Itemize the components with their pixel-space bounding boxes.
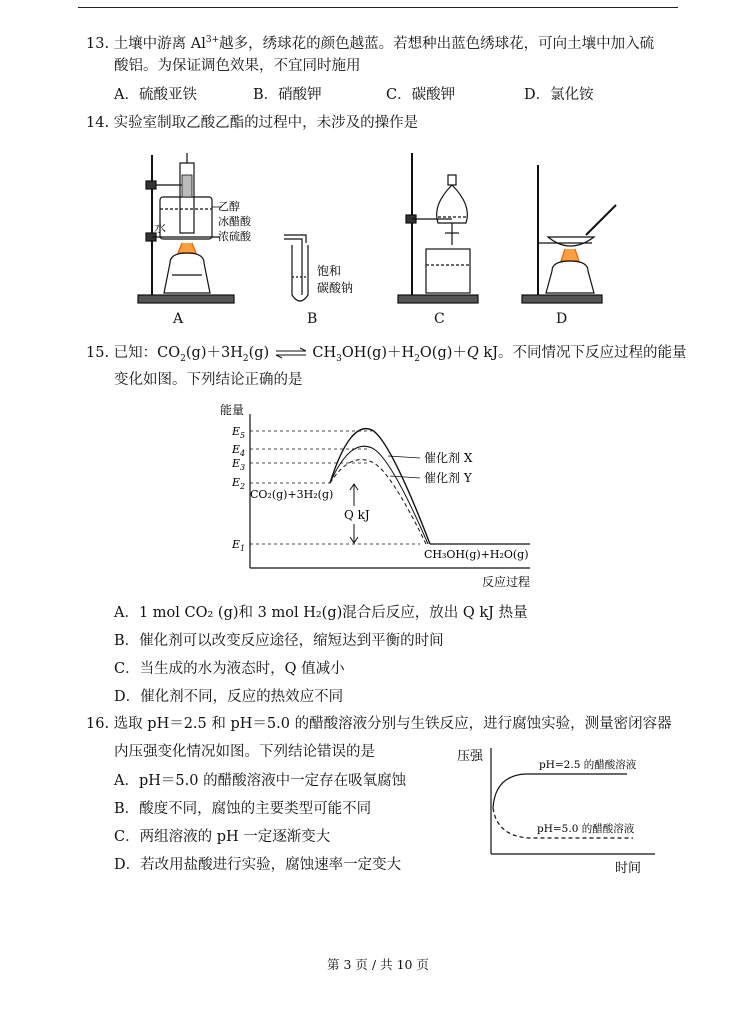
q14-line1: 14. 实验室制取乙酸乙酯的过程中，未涉及的操作是 (86, 115, 419, 131)
q14-apparatus-figure (120, 145, 640, 335)
q16-line2: 内压强变化情况如图。下列结论错误的是 (114, 744, 375, 760)
q13-options (114, 85, 674, 105)
energy-xlabel: 反应过程 (482, 575, 531, 589)
apparatus-b (284, 235, 308, 301)
q16-option-c[interactable]: C．两组溶液的 pH 一定逐渐变大 (114, 829, 331, 845)
tick-e5: $E_5$ (232, 425, 246, 440)
label-catalyst-y: 催化剂 Y (424, 471, 472, 485)
curve-no-catalyst (330, 429, 430, 544)
label-water: 水 (154, 221, 167, 235)
legend-ph-5-0: pH=5.0 的醋酸溶液 (537, 823, 635, 835)
caption-c: C (434, 311, 445, 327)
q13-line2: 酸铝。为保证调色效果，不宜同时施用 (114, 58, 361, 74)
label-catalyst-x: 催化剂 X (424, 451, 473, 465)
pressure-chart (455, 742, 665, 878)
apparatus-a (138, 153, 234, 303)
caption-d: D (556, 311, 568, 327)
apparatus-d (522, 165, 616, 303)
q15-option-b[interactable]: B．催化剂可以改变反应途径，缩短达到平衡的时间 (114, 633, 444, 649)
leader-catalyst-y (390, 476, 420, 478)
label-q: Q kJ (344, 508, 370, 522)
q13-line1: 13. 土壤中游离 $Al^{3+}$越多，绣球花的颜色越蓝。若想种出蓝色绣球花，可向土壤中加入硫 (86, 35, 655, 52)
label-products: CH₃OH(g)+H₂O(g) (424, 548, 529, 561)
q16-option-a[interactable]: A．pH＝5.0 的醋酸溶液中一定存在吸氧腐蚀 (114, 773, 407, 789)
energy-ylabel: 能量 (220, 403, 245, 417)
caption-b: B (307, 311, 318, 327)
q15-option-c[interactable]: C．当生成的水为液态时，Q 值减小 (114, 661, 345, 677)
q16-line1: 16. 选取 pH＝2.5 和 pH＝5.0 的醋酸溶液分别与生铁反应，进行腐蚀实验，测量密闭容器 (86, 716, 672, 732)
equilibrium-arrow-icon (274, 347, 308, 359)
tick-e1: $E_1$ (232, 538, 246, 553)
label-saturated-2: 碳酸钠 (317, 281, 354, 295)
pressure-ylabel: 压强 (457, 749, 484, 764)
label-acetic: 冰醋酸 (218, 215, 251, 228)
q16-option-d[interactable]: D．若改用盐酸进行实验，腐蚀速率一定变大 (114, 857, 402, 873)
tick-e4: $E_4$ (232, 443, 246, 458)
legend-ph-2-5: pH=2.5 的醋酸溶液 (539, 759, 637, 771)
curve-catalyst-x (330, 446, 428, 544)
label-reactants: CO₂(g)+3H₂(g) (250, 488, 334, 501)
q16-option-b[interactable]: B．酸度不同，腐蚀的主要类型可能不同 (114, 801, 372, 817)
energy-diagram (220, 400, 540, 592)
curve-catalyst-y (330, 460, 426, 544)
q13-option-a[interactable]: A．硫酸亚铁 (114, 87, 197, 103)
top-rule (78, 7, 678, 8)
q13-option-b[interactable]: B．硝酸钾 (253, 87, 322, 103)
caption-a: A (173, 311, 184, 327)
q13-number: 13. (86, 35, 110, 52)
apparatus-c (398, 153, 478, 303)
q15-option-a[interactable]: A．1 mol CO₂ (g)和 3 mol H₂(g)混合后反应，放出 Q kJ 热量 (114, 605, 528, 621)
page-footer: 第 3 页 / 共 10 页 (327, 957, 429, 972)
q15-option-d[interactable]: D．催化剂不同，反应的热效应不同 (114, 689, 344, 705)
tick-e3: $E_3$ (232, 457, 246, 472)
label-saturated-1: 饱和 (317, 264, 342, 278)
label-ethanol: 乙醇 (218, 200, 240, 213)
q15-line1: 15. 已知：$CO_2(g)+3H_2(g)$ $CH_3OH(g)+H_2O(g)+Q$ kJ。不同情况下反应过程的能量 (86, 345, 687, 364)
pressure-xlabel: 时间 (615, 861, 642, 876)
q14-number: 14. (86, 115, 110, 131)
series-ph-2-5 (493, 774, 627, 808)
tick-e2: $E_2$ (232, 476, 246, 491)
q16-number: 16. (86, 716, 110, 732)
q13-option-d[interactable]: D．氯化铵 (524, 87, 594, 103)
q15-line2: 变化如图。下列结论正确的是 (114, 372, 303, 388)
q15-number: 15. (86, 345, 110, 361)
q13-option-c[interactable]: C．碳酸钾 (386, 87, 456, 103)
label-sulfuric: 浓硫酸 (218, 230, 251, 243)
